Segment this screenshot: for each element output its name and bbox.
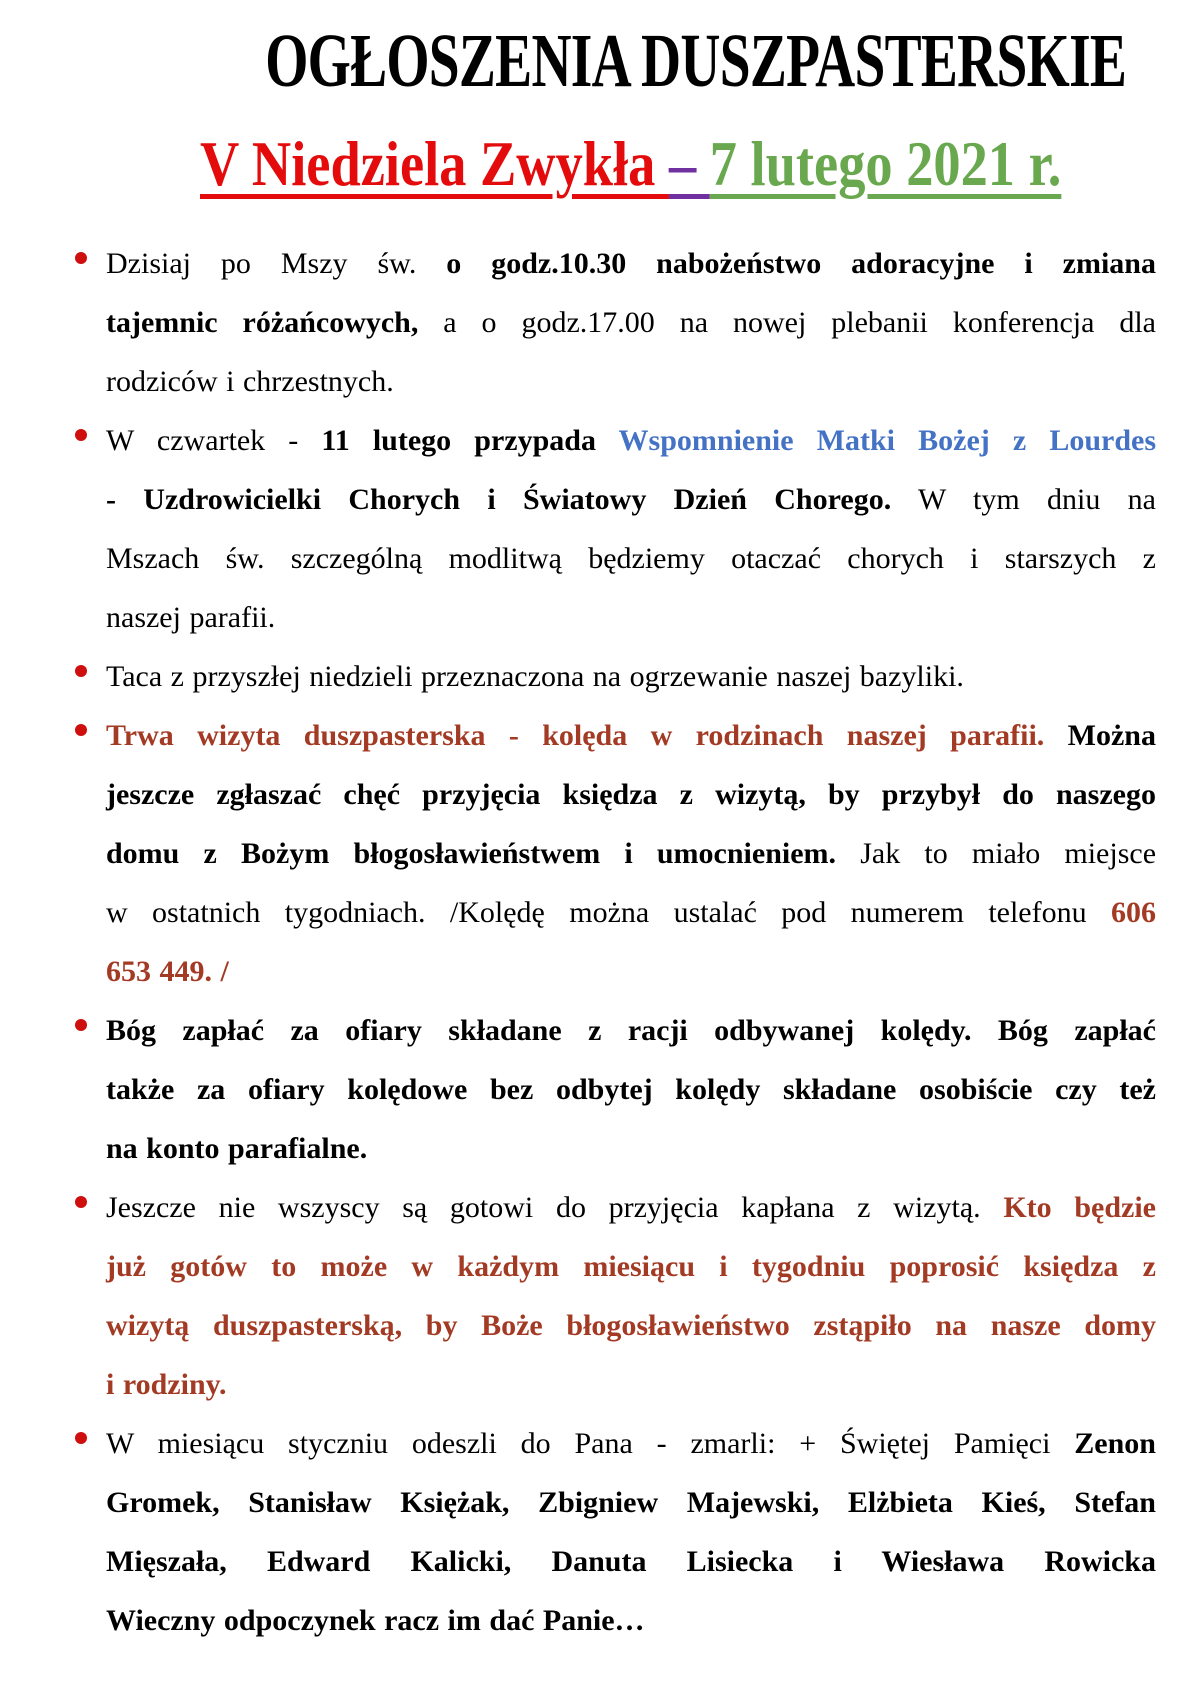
text-run: Dzisiaj po Mszy św. — [106, 246, 447, 280]
text-line — [106, 1060, 1156, 1119]
text-run: a o godz.17.00 na nowej plebanii konferencja dla — [418, 305, 1156, 339]
text-run: naszej parafii. — [106, 600, 276, 634]
text-line — [106, 352, 1156, 411]
announcement-item — [106, 706, 1156, 1001]
announcement-item — [106, 1178, 1156, 1414]
text-run: Wspomnienie Matki Bożej z Lourdes — [618, 423, 1156, 457]
text-line — [106, 765, 1156, 824]
text-run: W czwartek - — [106, 423, 322, 457]
text-line — [106, 1414, 1156, 1473]
text-run: na konto parafialne. — [106, 1131, 368, 1165]
text-line — [106, 824, 1156, 883]
subtitle-sunday-name: V Niedziela Zwykła — [200, 127, 670, 199]
announcement-item — [106, 1414, 1156, 1650]
text-line — [106, 411, 1156, 470]
text-line — [106, 1119, 1156, 1178]
text-run: W miesiącu styczniu odeszli do Pana - zmarli: + Świętej Pamięci — [106, 1426, 1075, 1460]
text-line — [106, 588, 1156, 647]
announcement-item — [106, 647, 1156, 706]
text-line — [106, 529, 1156, 588]
text-line — [106, 883, 1156, 942]
text-run: 606 — [1111, 895, 1156, 929]
bullet-icon — [75, 665, 87, 677]
text-line — [106, 647, 1156, 706]
text-line — [106, 706, 1156, 765]
text-run: domu z Bożym błogosławieństwem i umocnieniem. — [106, 836, 837, 870]
text-run: Jak to miało miejsce — [836, 836, 1157, 870]
text-run: Mięszała, Edward Kalicki, Danuta Lisiecka i Wiesława Rowicka — [106, 1544, 1156, 1578]
text-run: 653 449. / — [106, 954, 229, 988]
text-line — [106, 1237, 1156, 1296]
bullet-icon — [75, 429, 87, 441]
text-run: już gotów to może w każdym miesiącu i tygodniu poprosić księdza z — [106, 1249, 1156, 1283]
bullet-icon — [75, 724, 87, 736]
text-run: Kto będzie — [1003, 1190, 1156, 1224]
text-run: Gromek, Stanisław Księżak, Zbigniew Majewski, Elżbieta Kieś, Stefan — [106, 1485, 1156, 1519]
text-run: Wieczny odpoczynek racz im dać Panie… — [106, 1603, 645, 1637]
bullet-icon — [75, 1019, 87, 1031]
text-line — [106, 942, 1156, 1001]
text-run: także za ofiary kolędowe bez odbytej kolędy składane osobiście czy też — [106, 1072, 1156, 1106]
text-run: rodziców i chrzestnych. — [106, 364, 394, 398]
text-line — [106, 293, 1156, 352]
page-title-text: OGŁOSZENIA DUSZPASTERSKIE — [265, 19, 1127, 103]
text-run: Zenon — [1074, 1426, 1156, 1460]
text-run: 11 lutego przypada — [321, 423, 619, 457]
announcement-item — [106, 1001, 1156, 1178]
text-run: tajemnic różańcowych, — [106, 305, 419, 339]
text-run: o godz.10.30 nabożeństwo adoracyjne i zmiana — [446, 246, 1156, 280]
text-line — [106, 234, 1156, 293]
text-line — [106, 1473, 1156, 1532]
text-line — [106, 1001, 1156, 1060]
page-subtitle-text — [200, 127, 1062, 199]
subtitle-date: 7 lutego 2021 r. — [710, 127, 1062, 199]
announcement-item — [106, 411, 1156, 647]
text-run: Trwa wizyta duszpasterska - kolęda w rodzinach naszej parafii. — [106, 718, 1045, 752]
text-line — [106, 1591, 1156, 1650]
text-run: wizytą duszpasterską, by Boże błogosławieństwo zstąpiło na nasze domy — [106, 1308, 1156, 1342]
text-run: Można — [1044, 718, 1156, 752]
bullet-icon — [75, 1432, 87, 1444]
page-subtitle — [106, 127, 1156, 199]
text-run: Jeszcze nie wszyscy są gotowi do przyjęcia kapłana z wizytą. — [106, 1190, 1004, 1224]
text-line — [106, 1178, 1156, 1237]
page-title — [106, 19, 1156, 103]
announcement-list — [106, 234, 1156, 1650]
bullet-icon — [75, 252, 87, 264]
text-run: - Uzdrowicielki Chorych i Światowy Dzień Chorego. — [106, 482, 892, 516]
text-line — [106, 470, 1156, 529]
announcement-item — [106, 234, 1156, 411]
text-line — [106, 1355, 1156, 1414]
bullet-icon — [75, 1196, 87, 1208]
text-run: Mszach św. szczególną modlitwą będziemy otaczać chorych i starszych z — [106, 541, 1156, 575]
text-run: i rodziny. — [106, 1367, 227, 1401]
text-run: W tym dniu na — [891, 482, 1156, 516]
text-line — [106, 1296, 1156, 1355]
subtitle-dash: – — [669, 127, 711, 199]
text-run: w ostatnich tygodniach. /Kolędę można ustalać pod numerem telefonu — [106, 895, 1111, 929]
text-run: Taca z przyszłej niedzieli przeznaczona na ogrzewanie naszej bazyliki. — [106, 659, 964, 693]
text-run: Bóg zapłać za ofiary składane z racji odbywanej kolędy. Bóg zapłać — [106, 1013, 1156, 1047]
text-run: jeszcze zgłaszać chęć przyjęcia księdza z wizytą, by przybył do naszego — [106, 777, 1156, 811]
text-line — [106, 1532, 1156, 1591]
